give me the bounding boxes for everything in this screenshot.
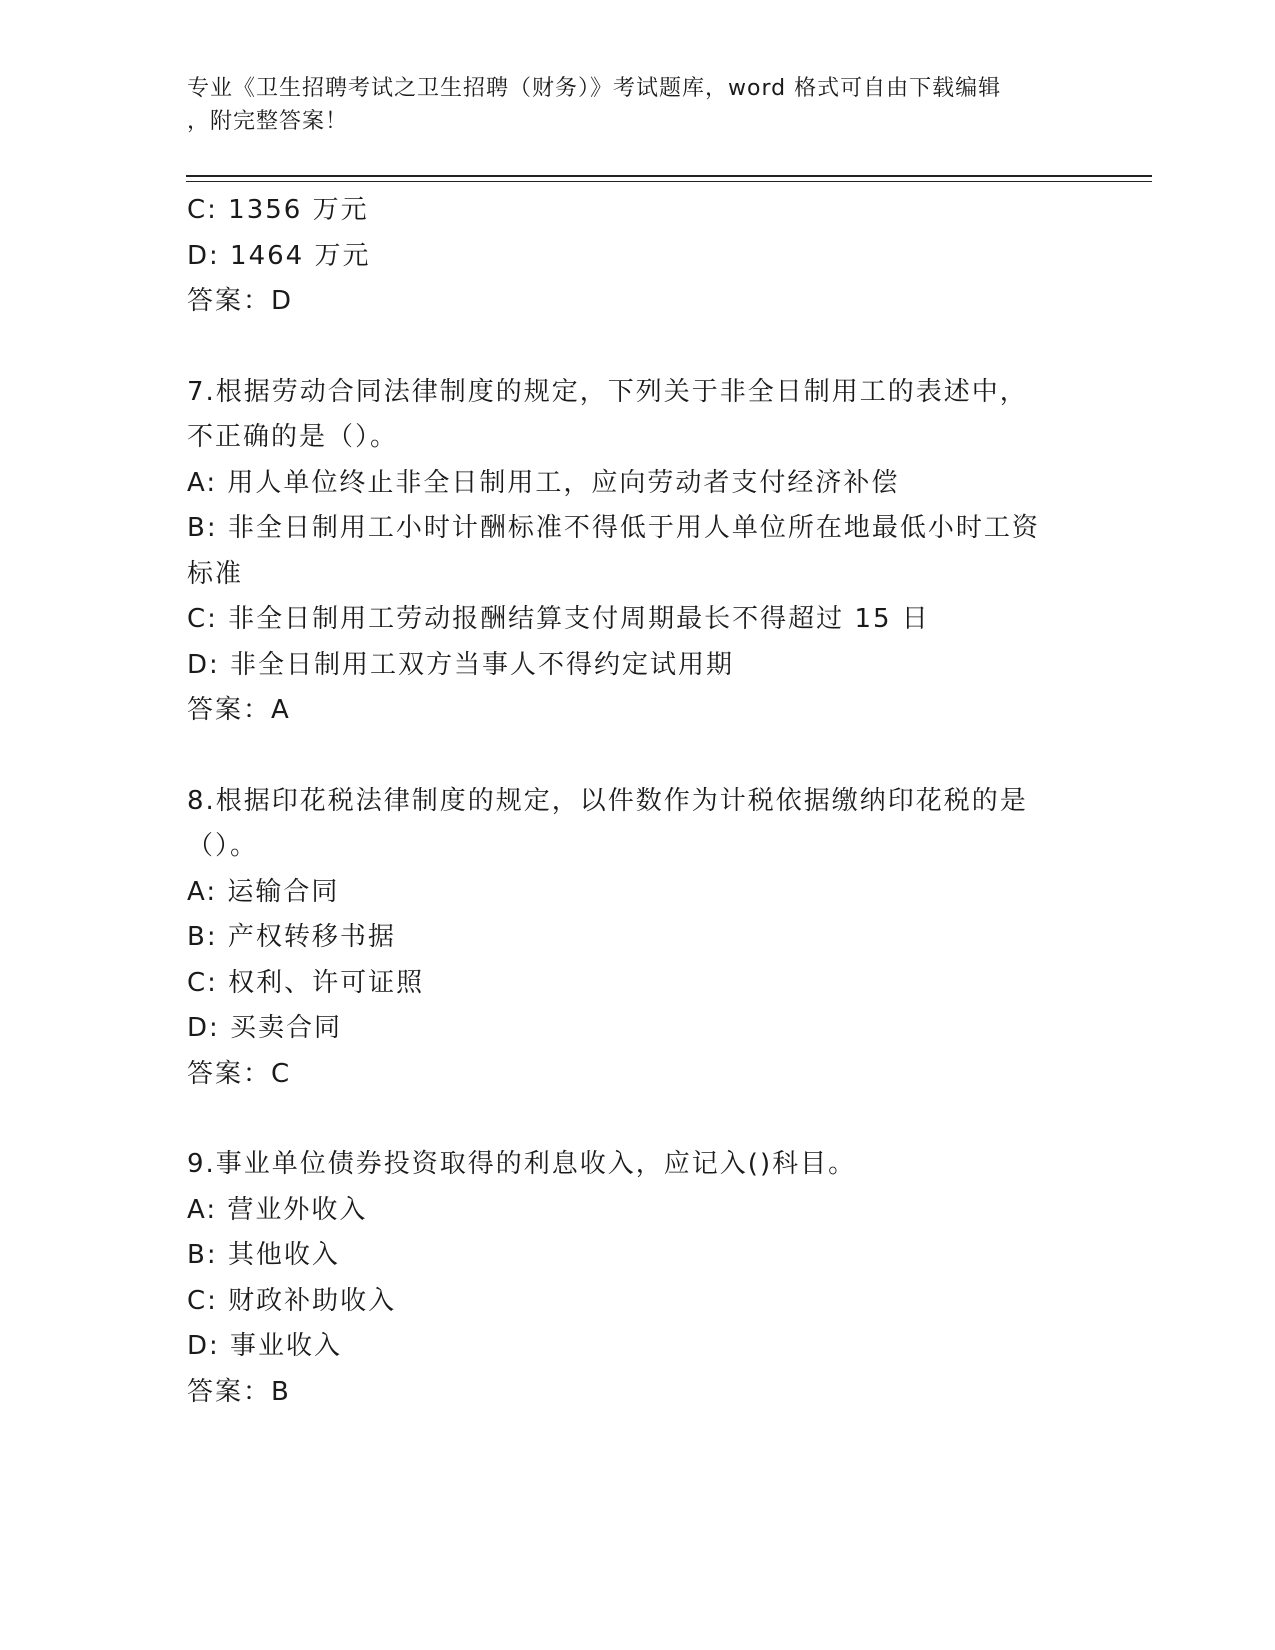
option-d: D: 非全日制用工双方当事人不得约定试用期: [187, 649, 735, 680]
question-7: [187, 370, 1087, 734]
question-stem-cont: （）。: [187, 831, 259, 861]
question-8: [187, 779, 1087, 1098]
answer: 答案：B: [187, 1376, 291, 1407]
option-c: C: 权利、许可证照: [187, 967, 425, 998]
question-stem-cont: 不正确的是（）。: [187, 422, 399, 452]
answer: 答案：C: [187, 1058, 292, 1089]
option-d: D: 事业收入: [187, 1331, 343, 1361]
option-c: C: 1356 万元: [187, 195, 369, 225]
option-d: D: 买卖合同: [187, 1013, 343, 1043]
option-b: B: 产权转移书据: [187, 922, 396, 952]
document-body: [187, 188, 1087, 1415]
option-a: A: 运输合同: [187, 876, 340, 907]
question-9: [187, 1142, 1087, 1415]
option-c: C: 财政补助收入: [187, 1285, 397, 1316]
header-line-1: 专业《卫生招聘考试之卫生招聘（财务）》考试题库，word 格式可自由下载编辑: [187, 76, 1002, 101]
option-a: A: 用人单位终止非全日制用工，应向劳动者支付经济补偿: [187, 467, 900, 498]
question-stem: 9.事业单位债券投资取得的利息收入，应记入()科目。: [187, 1149, 857, 1179]
document-header: [187, 72, 1067, 138]
option-c: C: 非全日制用工劳动报酬结算支付周期最长不得超过 15 日: [187, 604, 930, 634]
header-line-2: ，附完整答案！: [187, 109, 349, 134]
question-stem: 7.根据劳动合同法律制度的规定，下列关于非全日制用工的表述中，: [187, 376, 1028, 407]
option-a: A: 营业外收入: [187, 1194, 368, 1225]
question-stem: 8.根据印花税法律制度的规定，以件数作为计税依据缴纳印花税的是: [187, 785, 1028, 816]
header-rule-thin: [186, 181, 1152, 182]
previous-question-tail: [187, 188, 1087, 325]
option-b: B: 非全日制用工小时计酬标准不得低于用人单位所在地最低小时工资: [187, 513, 1040, 543]
option-b-cont: 标准: [187, 558, 244, 589]
option-b: B: 其他收入: [187, 1240, 340, 1270]
option-d: D: 1464 万元: [187, 240, 371, 271]
header-rule-thick: [186, 175, 1152, 177]
answer: 答案：D: [187, 286, 294, 316]
answer: 答案：A: [187, 695, 291, 725]
